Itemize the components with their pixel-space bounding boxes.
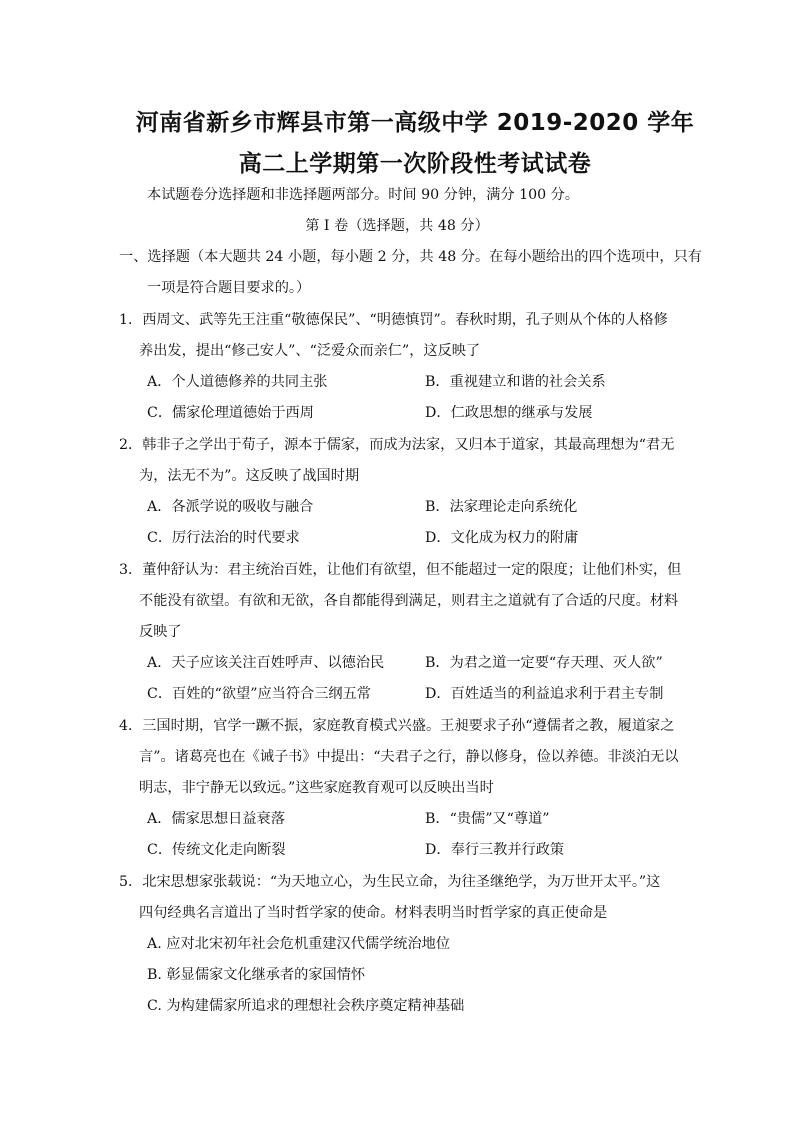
exam-title-line-1: 河南省新乡市辉县市第一高级中学 2019-2020 学年 — [135, 110, 695, 136]
question-3-line-2: 不能没有欲望。有欲和无欲，各自都能得到满足，则君主之道就有了合适的尺度。材料 — [139, 593, 679, 609]
question-4-line-2: 言”。诸葛亮也在《诫子书》中提出：“夫君子之行，静以修身，俭以养德。非淡泊无以 — [139, 749, 679, 765]
question-2-option-b: B．法家理论走向系统化 — [425, 499, 578, 515]
question-1-option-d: D．仁政思想的继承与发展 — [425, 405, 593, 421]
question-1-option-a: A．个人道德修养的共同主张 — [147, 374, 328, 390]
question-1-line-2: 养出发，提出“修己安人”、“泛爱众而亲仁”，这反映了 — [139, 343, 481, 359]
question-1-option-b: B．重视建立和谐的社会关系 — [425, 374, 606, 390]
question-4-line-3: 明志，非宁静无以致远。”这些家庭教育观可以反映出当时 — [139, 780, 494, 796]
question-5-line-2: 四句经典名言道出了当时哲学家的使命。材料表明当时哲学家的真正使命是 — [139, 905, 608, 921]
question-4-option-b: B．“贵儒”又“尊道” — [425, 811, 550, 827]
question-4-option-c: C．传统文化走向断裂 — [147, 842, 286, 858]
question-2-option-d: D．文化成为权力的附庸 — [425, 530, 579, 546]
question-5-option-a: A. 应对北宋初年社会危机重建汉代儒学统治地位 — [147, 936, 451, 952]
question-2-line-1: 2．韩非子之学出于荀子，源本于儒家，而成为法家，又归本于道家，其最高理想为“君无 — [119, 437, 675, 453]
question-3-option-d: D．百姓适当的利益追求利于君主专制 — [425, 686, 664, 702]
question-5-option-b: B. 彰显儒家文化继承者的家国情怀 — [147, 967, 366, 983]
exam-intro: 本试题卷分选择题和非选择题两部分。时间 90 分钟，满分 100 分。 — [147, 187, 580, 203]
question-1-option-c: C．儒家伦理道德始于西周 — [147, 405, 314, 421]
question-3-line-3: 反映了 — [139, 624, 182, 640]
question-2-option-c: C．厉行法治的时代要求 — [147, 530, 300, 546]
question-3-option-a: A．天子应该关注百姓呼声、以德治民 — [147, 655, 385, 671]
instructions-line-1: 一、选择题（本大题共 24 小题，每小题 2 分，共 48 分。在每小题给出的四个选项中，只有 — [119, 249, 702, 265]
question-5-option-c: C. 为构建儒家所追求的理想社会秩序奠定精神基础 — [147, 998, 465, 1014]
question-2-line-2: 为，法无不为”。这反映了战国时期 — [139, 468, 360, 484]
question-4-line-1: 4．三国时期，官学一蹶不振，家庭教育模式兴盛。王昶要求子孙“遵儒者之教，履道家之 — [119, 718, 675, 734]
question-5-line-1: 5．北宋思想家张载说：“为天地立心，为生民立命，为往圣继绝学，为万世开太平。”这 — [119, 874, 661, 890]
question-3-option-c: C．百姓的“欲望”应当符合三纲五常 — [147, 686, 371, 702]
question-3-line-1: 3．董仲舒认为：君主统治百姓，让他们有欲望，但不能超过一定的限度；让他们朴实，但 — [119, 562, 682, 578]
instructions-line-2: 一项是符合题目要求的。） — [147, 280, 311, 296]
question-4-option-d: D．奉行三教并行政策 — [425, 842, 565, 858]
question-1-line-1: 1．西周文、武等先王注重“敬德保民”、“明德慎罚”。春秋时期，孔子则从个体的人格修 — [119, 312, 668, 328]
question-2-option-a: A．各派学说的吸收与融合 — [147, 499, 314, 515]
exam-title-line-2: 高二上学期第一次阶段性考试试卷 — [238, 151, 592, 177]
section-title: 第 I 卷（选择题，共 48 分） — [305, 218, 489, 234]
question-4-option-a: A．儒家思想日益衰落 — [147, 811, 285, 827]
question-3-option-b: B．为君之道一定要“存天理、灭人欲” — [425, 655, 663, 671]
